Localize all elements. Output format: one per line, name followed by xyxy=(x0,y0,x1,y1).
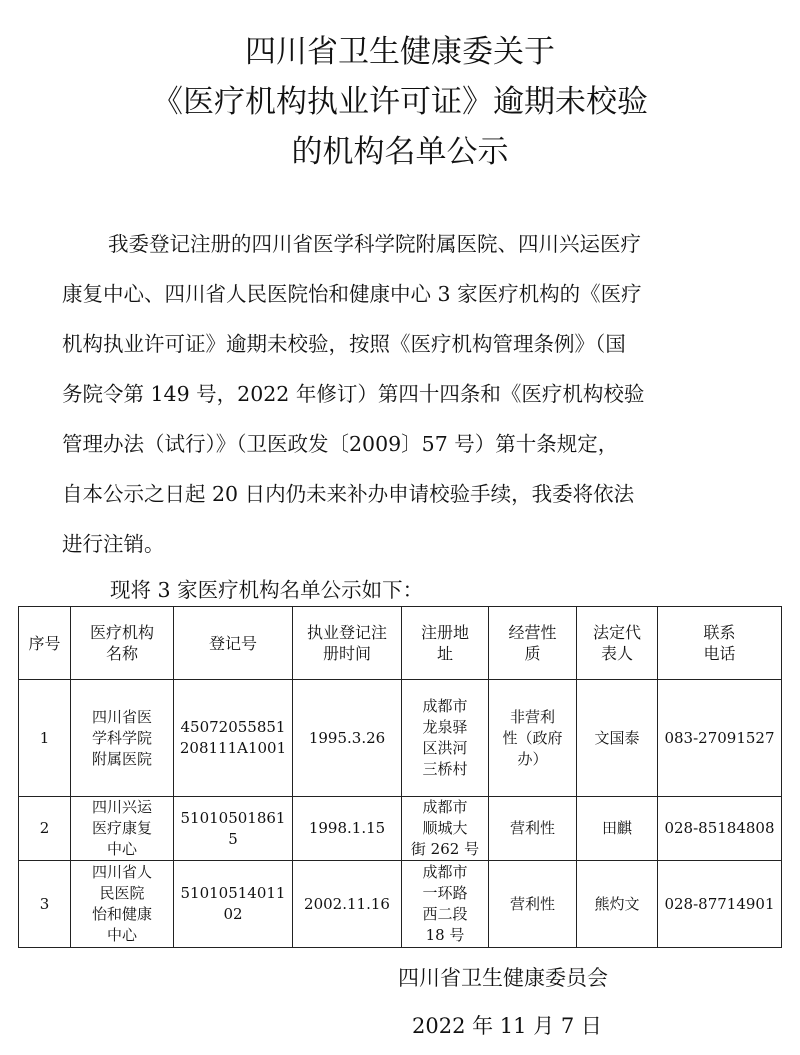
list-intro: 现将 3 家医疗机构名单公示如下： xyxy=(110,578,424,602)
cell-address: 成都市 一环路 西二段 18 号 xyxy=(402,861,489,948)
body-line-4: 务院令第 149 号，2022 年修订）第四十四条和《医疗机构校验 xyxy=(62,382,645,406)
header-address: 注册地 址 xyxy=(402,607,489,680)
table-header-row xyxy=(19,607,782,680)
cell-reg-no: 51010501861 5 xyxy=(174,797,293,861)
cell-phone: 028-85184808 xyxy=(658,797,782,861)
table-row xyxy=(19,680,782,797)
cell-reg-date: 1995.3.26 xyxy=(293,680,402,797)
cell-legal-rep: 田麒 xyxy=(577,797,658,861)
cell-index: 2 xyxy=(19,797,71,861)
title-line-1: 四川省卫生健康委关于 xyxy=(245,34,555,70)
cell-reg-no: 45072055851 208111A1001 xyxy=(174,680,293,797)
cell-phone: 083-27091527 xyxy=(658,680,782,797)
body-line-6: 自本公示之日起 20 日内仍未来补办申请校验手续，我委将依法 xyxy=(62,482,635,506)
cell-address: 成都市 龙泉驿 区洪河 三桥村 xyxy=(402,680,489,797)
cell-index: 1 xyxy=(19,680,71,797)
signature-date: 2022 年 11 月 7 日 xyxy=(412,1014,602,1038)
body-line-5: 管理办法（试行）》（卫医政发〔2009〕57 号）第十条规定， xyxy=(62,432,619,456)
body-line-7: 进行注销。 xyxy=(62,532,165,556)
body-line-2: 康复中心、四川省人民医院怡和健康中心 3 家医疗机构的《医疗 xyxy=(62,282,642,306)
table-row xyxy=(19,861,782,948)
body-line-3: 机构执业许可证》逾期未校验，按照《医疗机构管理条例》（国 xyxy=(62,332,626,356)
cell-index: 3 xyxy=(19,861,71,948)
cell-nature: 营利性 xyxy=(489,797,577,861)
header-name: 医疗机构 名称 xyxy=(71,607,174,680)
header-phone: 联系 电话 xyxy=(658,607,782,680)
cell-name: 四川省人 民医院 怡和健康 中心 xyxy=(71,861,174,948)
title-line-2: 《医疗机构执业许可证》逾期未校验 xyxy=(152,84,648,120)
cell-phone: 028-87714901 xyxy=(658,861,782,948)
cell-reg-date: 1998.1.15 xyxy=(293,797,402,861)
header-reg-date: 执业登记注 册时间 xyxy=(293,607,402,680)
cell-reg-no: 51010514011 02 xyxy=(174,861,293,948)
cell-legal-rep: 熊灼文 xyxy=(577,861,658,948)
cell-nature: 营利性 xyxy=(489,861,577,948)
body-line-1: 我委登记注册的四川省医学科学院附属医院、四川兴运医疗 xyxy=(108,232,641,256)
header-legal-rep: 法定代 表人 xyxy=(577,607,658,680)
header-nature: 经营性 质 xyxy=(489,607,577,680)
institution-table xyxy=(18,606,782,948)
cell-name: 四川省医 学科学院 附属医院 xyxy=(71,680,174,797)
header-index: 序号 xyxy=(19,607,71,680)
cell-nature: 非营利 性（政府 办） xyxy=(489,680,577,797)
cell-address: 成都市 顺城大 街 262 号 xyxy=(402,797,489,861)
title-line-3: 的机构名单公示 xyxy=(291,134,509,170)
table-row xyxy=(19,797,782,861)
signature-organization: 四川省卫生健康委员会 xyxy=(398,966,608,990)
cell-reg-date: 2002.11.16 xyxy=(293,861,402,948)
cell-legal-rep: 文国泰 xyxy=(577,680,658,797)
cell-name: 四川兴运 医疗康复 中心 xyxy=(71,797,174,861)
header-reg-no: 登记号 xyxy=(174,607,293,680)
